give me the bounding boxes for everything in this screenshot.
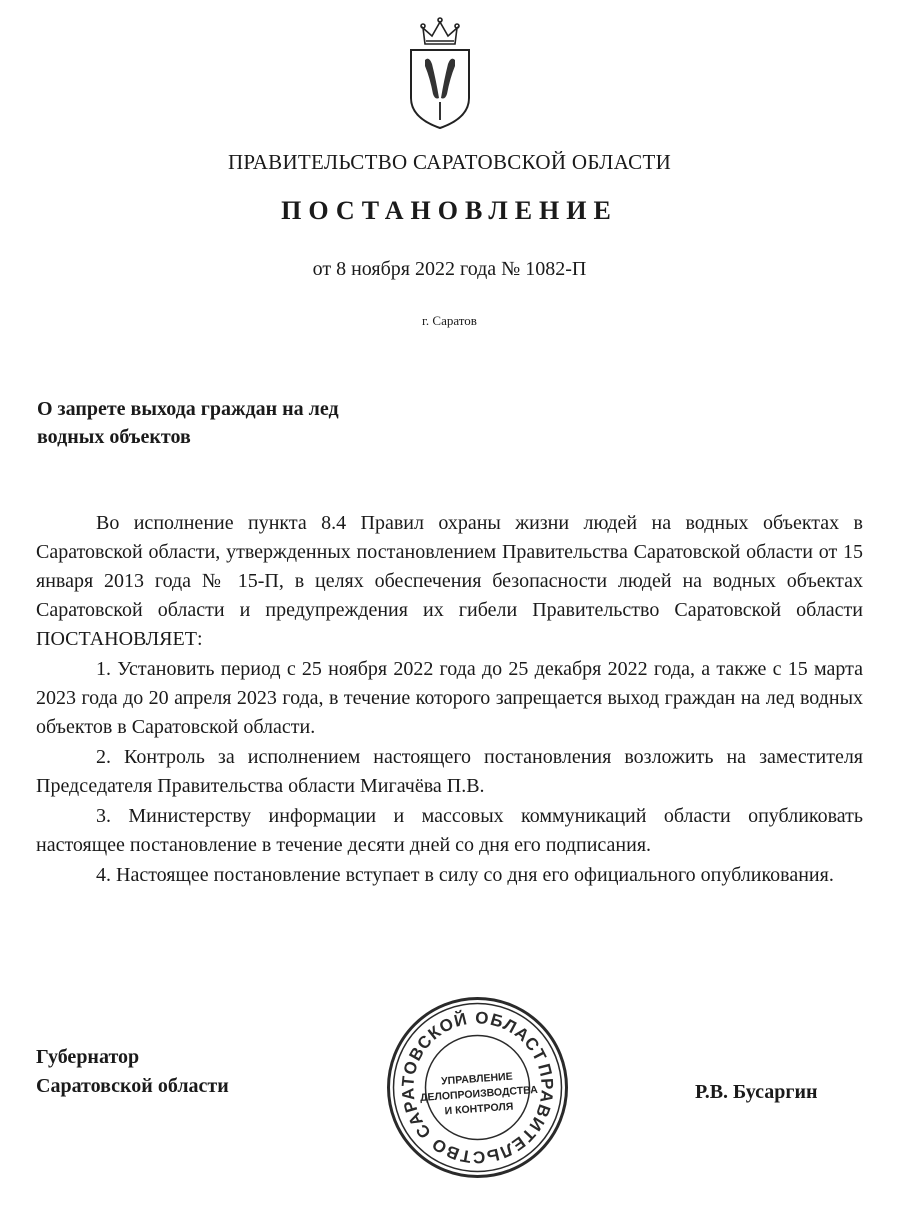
item-paragraph-4: 4. Настоящее постановление вступает в силу со дня его официального опубликования.: [96, 864, 834, 886]
seal-center-line-1: УПРАВЛЕНИЕ: [440, 1070, 514, 1088]
document-subject: [37, 395, 497, 451]
seal-ring-text: ПРАВИТЕЛЬСТВО САРАТОВСКОЙ ОБЛАСТИ: [398, 1008, 557, 1167]
government-title: ПРАВИТЕЛЬСТВО САРАТОВСКОЙ ОБЛАСТИ: [227, 150, 672, 174]
signer-role-line-1: Губернатор: [36, 1046, 140, 1068]
seal-center-text: [419, 1068, 538, 1121]
item-paragraph-2: 2. Контроль за исполнением настоящего постановления возложить на заместителя Председателя Правительства области Мигачёва П.В.: [36, 746, 863, 797]
seal-center-line-3: И КОНТРОЛЯ: [444, 1100, 514, 1118]
document-body: [36, 509, 863, 891]
document-date-number: от 8 ноября 2022 года № 1082-П: [312, 258, 587, 280]
seal-center-line-2: ДЕЛОПРОИЗВОДСТВА: [419, 1083, 539, 1105]
document-city: г. Саратов: [422, 313, 477, 328]
item-paragraph-1: 1. Установить период с 25 ноября 2022 года до 25 декабря 2022 года, а также с 15 марта 2023 года до 20 апреля 2023 года, в течение которого запрещается выход граждан на лед водных объектов в Саратовской области.: [36, 658, 863, 738]
preamble-paragraph: Во исполнение пункта 8.4 Правил охраны жизни людей на водных объектах в Саратовской области, утвержденных постановлением Правительства Саратовской области от 15 января 2013 года № 15-П, в целях обеспечения безопасности людей на водных объектах Саратовской области и предупреждения их гибели Правительство Саратовской области ПОСТАНОВЛЯЕТ:: [36, 512, 863, 650]
subject-line-1: О запрете выхода граждан на лед: [37, 398, 339, 420]
saratov-coat-of-arms-icon: [405, 14, 475, 130]
item-paragraph-3: 3. Министерству информации и массовых коммуникаций области опубликовать настоящее постановление в течение десяти дней со дня его подписания.: [36, 805, 863, 856]
subject-line-2: водных объектов: [37, 426, 191, 448]
signer-role-line-2: Саратовской области: [36, 1075, 229, 1097]
signer-role: [36, 1043, 229, 1101]
signer-name: Р.В. Бусаргин: [695, 1081, 818, 1103]
document-type: ПОСТАНОВЛЕНИЕ: [281, 196, 618, 225]
